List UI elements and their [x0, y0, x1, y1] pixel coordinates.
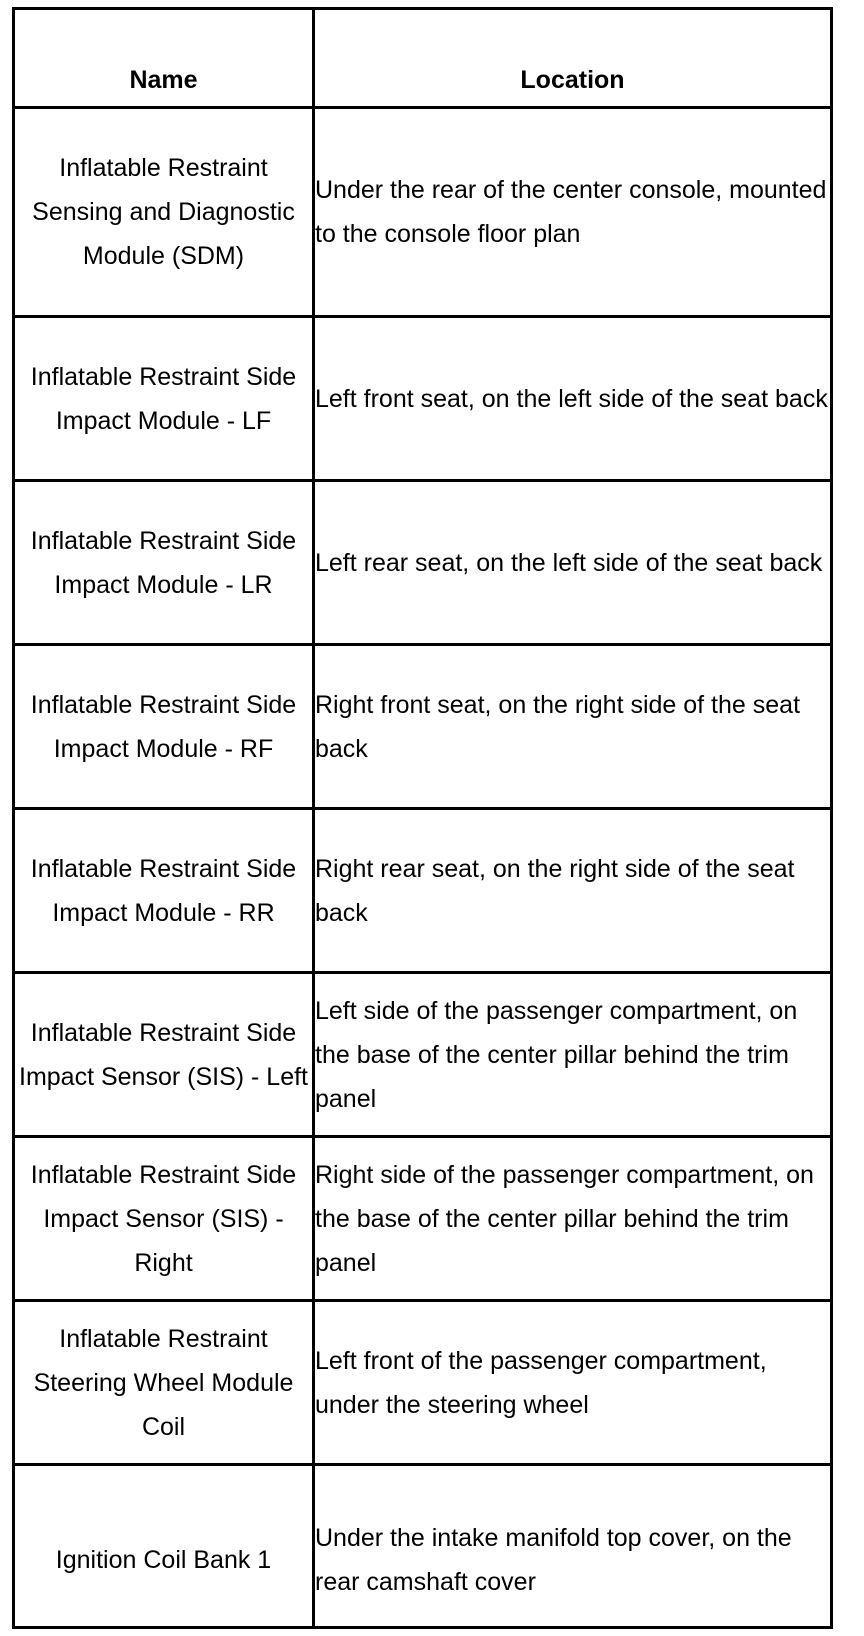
component-location-cell	[314, 108, 832, 317]
table-row	[14, 809, 832, 973]
component-name: Inflatable Restraint Side Impact Module - LF	[30, 362, 297, 435]
table-row	[14, 645, 832, 809]
component-name-cell	[14, 1137, 314, 1301]
component-name: Inflatable Restraint Sensing and Diagnostic Module (SDM)	[32, 154, 295, 270]
header-row	[14, 9, 832, 108]
component-location: Left side of the passenger compartment, on the base of the center pillar behind the trim panel	[315, 996, 798, 1113]
component-location-cell	[314, 481, 832, 645]
component-name-cell	[14, 1465, 314, 1628]
component-name: Inflatable Restraint Side Impact Module - RF	[30, 690, 297, 763]
location-column-header: Location	[314, 9, 832, 108]
table-row	[14, 317, 832, 481]
component-name-cell	[14, 973, 314, 1137]
component-name-cell	[14, 317, 314, 481]
component-location: Under the intake manifold top cover, on the rear camshaft cover	[315, 1524, 792, 1596]
component-location: Under the rear of the center console, mounted to the console floor plan	[315, 176, 827, 248]
component-location: Left front of the passenger compartment, under the steering wheel	[315, 1346, 767, 1419]
component-location: Right front seat, on the right side of the seat back	[315, 690, 801, 763]
component-name-cell	[14, 645, 314, 809]
component-location: Right rear seat, on the right side of the seat back	[315, 854, 795, 927]
component-location: Right side of the passenger compartment, on the base of the center pillar behind the trim panel	[315, 1160, 814, 1277]
name-column-header: Name	[14, 9, 314, 108]
table-row	[14, 1137, 832, 1301]
component-location-cell	[314, 317, 832, 481]
table-row	[14, 481, 832, 645]
component-name: Inflatable Restraint Side Impact Sensor (SIS) - Left	[19, 1018, 308, 1091]
component-location-cell	[314, 645, 832, 809]
component-name: Inflatable Restraint Side Impact Sensor (SIS) - Right	[30, 1160, 297, 1277]
component-name: Inflatable Restraint Side Impact Module - LR	[30, 526, 297, 599]
component-name: Inflatable Restraint Steering Wheel Module Coil	[33, 1324, 294, 1441]
component-name-cell	[14, 481, 314, 645]
table-row	[14, 973, 832, 1137]
component-location-table	[12, 7, 833, 1629]
component-name: Inflatable Restraint Side Impact Module - RR	[30, 854, 297, 927]
table-row	[14, 108, 832, 317]
component-location-cell	[314, 973, 832, 1137]
component-location: Left front seat, on the left side of the seat back	[315, 384, 828, 413]
component-name-cell	[14, 108, 314, 317]
component-location-cell	[314, 1465, 832, 1628]
table-row	[14, 1301, 832, 1465]
component-location: Left rear seat, on the left side of the seat back	[315, 548, 823, 577]
component-location-cell	[314, 1137, 832, 1301]
component-name: Ignition Coil Bank 1	[55, 1546, 272, 1574]
component-location-cell	[314, 809, 832, 973]
component-name-cell	[14, 1301, 314, 1465]
table-row	[14, 1465, 832, 1628]
component-location-cell	[314, 1301, 832, 1465]
component-name-cell	[14, 809, 314, 973]
